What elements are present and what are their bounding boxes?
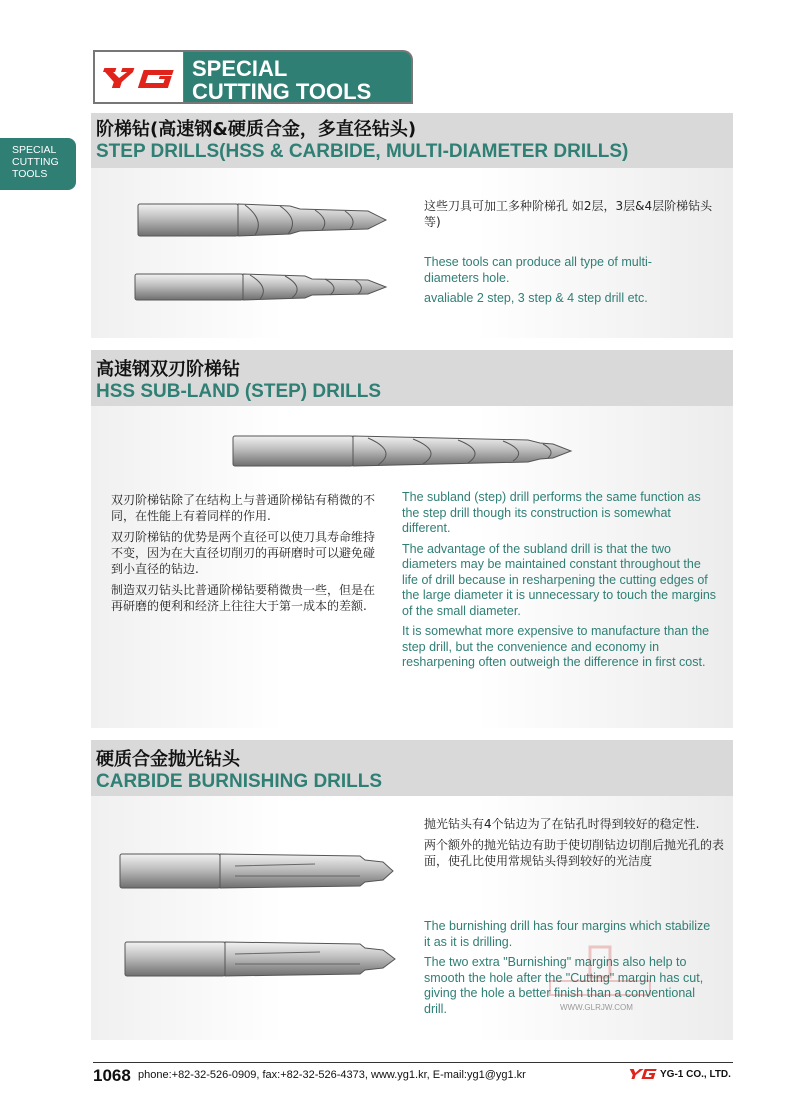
burnishing-desc-cn — [424, 816, 724, 874]
step-drills-desc-cn: 这些刀具可加工多种阶梯孔 如2层，3层&4层阶梯钻头等) — [424, 199, 713, 229]
paragraph: 抛光钻头有4个钻边为了在钻孔时得到较好的稳定性. — [424, 817, 700, 831]
header-title — [184, 50, 413, 104]
brand-logo — [93, 50, 185, 104]
page-number: 1068 — [93, 1066, 131, 1085]
paragraph: The burnishing drill has four margins which stabilize it as it is drilling. — [424, 919, 711, 949]
paragraph: 双刃阶梯钻的优势是两个直径可以使刀具寿命维持不变，因为在大直径切削刃的再研磨时可以避免碰到小直径的钻边. — [111, 530, 376, 576]
section-burnishing-header — [91, 740, 733, 796]
paragraph: It is somewhat more expensive to manufacture than the step drill, but the convenience and economy in resharpening often outweigh the difference in first cost. — [402, 624, 710, 669]
paragraph: 制造双刃钻头比普通阶梯钻要稍微贵一些，但是在再研磨的便利和经济上往往大于第一成本的差额. — [111, 583, 376, 613]
step-drill-image — [130, 190, 390, 310]
paragraph: The two extra "Burnishing" margins also help to smooth the hole after the "Cutting" margin has cut, giving the hole a better finish than a conventional drill. — [424, 955, 704, 1016]
footer-contact: phone:+82-32-526-0909, fax:+82-32-526-4373, www.yg1.kr, E-mail:yg1@yg1.kr — [138, 1069, 526, 1081]
paragraph: The advantage of the subland drill is that the two diameters may be maintained constant throughout the life of drill because in resharpening the cutting edges of the large diameter it is unnecessary to touch the margins of the small diameter. — [402, 541, 717, 618]
subland-desc-cn — [111, 492, 386, 619]
footer-yg-logo-icon — [625, 1068, 657, 1080]
side-section-tab[interactable] — [0, 138, 76, 190]
section-title-cn: 硬质合金抛光钻头 — [96, 749, 240, 770]
subland-desc-en — [402, 490, 717, 676]
section-title-en: HSS SUB-LAND (STEP) DRILLS — [96, 381, 381, 402]
header-title-line2: CUTTING TOOLS — [192, 79, 372, 104]
side-tab-line2: CUTTING — [12, 156, 59, 168]
footer-company: YG-1 CO., LTD. — [660, 1069, 731, 1080]
side-tab-line1: SPECIAL — [12, 144, 57, 156]
header-title-line1: SPECIAL — [192, 56, 288, 81]
section-title-en: CARBIDE BURNISHING DRILLS — [96, 771, 383, 792]
section-title-en: STEP DRILLS(HSS & CARBIDE, MULTI-DIAMETER DRILLS) — [96, 141, 629, 162]
footer-divider — [93, 1062, 733, 1063]
subland-drill-image — [228, 430, 578, 476]
section-subland-header — [91, 350, 733, 406]
section-step-drills-header — [91, 113, 733, 168]
step-drills-desc-en — [424, 255, 684, 312]
burnishing-drill-image — [115, 846, 405, 986]
paragraph: 双刃阶梯钻除了在结构上与普通阶梯钻有稍微的不同，在性能上有着同样的作用. — [111, 493, 376, 523]
section-title-cn: 阶梯钻(高速钢&硬质合金，多直径钻头) — [96, 119, 417, 140]
paragraph: The subland (step) drill performs the same function as the step drill though its construction is somewhat different. — [402, 490, 701, 535]
watermark-url: WWW.GLRJW.COM — [560, 1003, 633, 1012]
side-tab-line3: TOOLS — [12, 168, 48, 180]
paragraph: 两个额外的抛光钻边有助于使切削钻边切削后抛光孔的表面，使孔比使用常规钻头得到较好的光洁度 — [424, 838, 725, 868]
section-title-cn: 高速钢双刃阶梯钻 — [96, 359, 240, 380]
watermark-logo-icon — [540, 945, 660, 1005]
paragraph: avaliable 2 step, 3 step & 4 step drill etc. — [424, 291, 648, 305]
paragraph: These tools can produce all type of multi-diameters hole. — [424, 255, 652, 285]
yg-logo-icon — [95, 52, 183, 102]
